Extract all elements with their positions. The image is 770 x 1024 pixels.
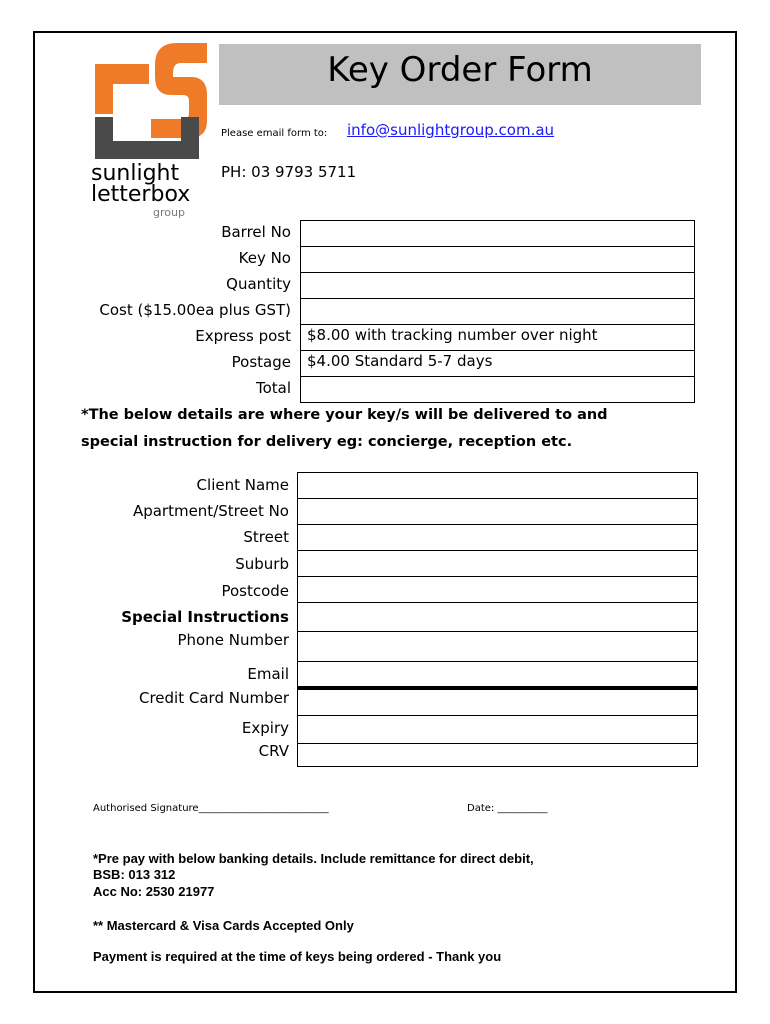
postage-value: $4.00 Standard 5-7 days — [307, 352, 493, 370]
field-postage[interactable] — [300, 350, 695, 377]
field-barrel-no[interactable] — [300, 220, 695, 247]
label-postage: Postage — [231, 353, 291, 371]
label-expiry: Expiry — [241, 719, 289, 737]
field-suburb[interactable] — [297, 550, 698, 577]
label-client-name: Client Name — [196, 476, 289, 494]
field-crv[interactable] — [297, 743, 698, 767]
express-post-value: $8.00 with tracking number over night — [307, 326, 598, 344]
page-title: Key Order Form — [327, 50, 593, 90]
label-cost: Cost ($15.00ea plus GST) — [99, 301, 291, 319]
field-phone-number[interactable] — [297, 631, 698, 662]
email-label: Please email form to: — [221, 128, 328, 139]
account-number: Acc No: 2530 21977 — [93, 884, 215, 899]
label-phone-number: Phone Number — [177, 631, 289, 649]
delivery-notice-line2: special instruction for delivery eg: concierge, reception etc. — [81, 434, 573, 450]
field-expiry[interactable] — [297, 715, 698, 744]
authorised-signature-line: Authorised Signature__________________________ — [93, 803, 329, 814]
field-quantity[interactable] — [300, 272, 695, 299]
banking-instruction: *Pre pay with below banking details. Include remittance for direct debit, — [93, 851, 534, 866]
form-page — [33, 31, 737, 993]
email-link[interactable]: info@sunlightgroup.com.au — [347, 121, 555, 139]
field-total[interactable] — [300, 376, 695, 403]
logo-grey-bracket — [95, 117, 199, 159]
field-special-instructions[interactable] — [297, 602, 698, 632]
label-quantity: Quantity — [226, 275, 291, 293]
bsb-number: BSB: 013 312 — [93, 867, 176, 882]
field-email[interactable] — [297, 661, 698, 689]
payment-note: Payment is required at the time of keys being ordered - Thank you — [93, 949, 502, 964]
logo-text-group: group — [153, 206, 185, 219]
label-apartment-street-no: Apartment/Street No — [132, 502, 289, 520]
delivery-notice-line1: *The below details are where your key/s will be delivered to and — [81, 407, 608, 423]
date-line: Date: __________ — [467, 803, 548, 814]
label-postcode: Postcode — [221, 582, 289, 600]
label-barrel-no: Barrel No — [221, 223, 291, 241]
field-client-name[interactable] — [297, 472, 698, 499]
label-email: Email — [247, 665, 289, 683]
field-apartment-street-no[interactable] — [297, 498, 698, 525]
label-street: Street — [243, 528, 289, 546]
label-suburb: Suburb — [235, 555, 289, 573]
label-key-no: Key No — [238, 249, 291, 267]
label-total: Total — [255, 379, 291, 397]
phone-number: PH: 03 9793 5711 — [221, 163, 357, 181]
field-key-no[interactable] — [300, 246, 695, 273]
field-street[interactable] — [297, 524, 698, 551]
label-special-instructions: Special Instructions — [121, 608, 289, 626]
label-crv: CRV — [258, 742, 289, 760]
field-postcode[interactable] — [297, 576, 698, 603]
label-credit-card-number: Credit Card Number — [139, 689, 289, 707]
label-express-post: Express post — [195, 327, 291, 345]
logo-text-letterbox: letterbox — [91, 182, 191, 207]
cards-accepted-note: ** Mastercard & Visa Cards Accepted Only — [93, 918, 354, 933]
title-banner — [219, 44, 701, 105]
field-express-post[interactable] — [300, 324, 695, 351]
logo-orange-top — [113, 64, 149, 84]
field-cost[interactable] — [300, 298, 695, 325]
field-credit-card-number[interactable] — [297, 689, 698, 716]
logo-text-sunlight: sunlight — [91, 161, 180, 186]
logo-orange-bar — [95, 64, 113, 114]
